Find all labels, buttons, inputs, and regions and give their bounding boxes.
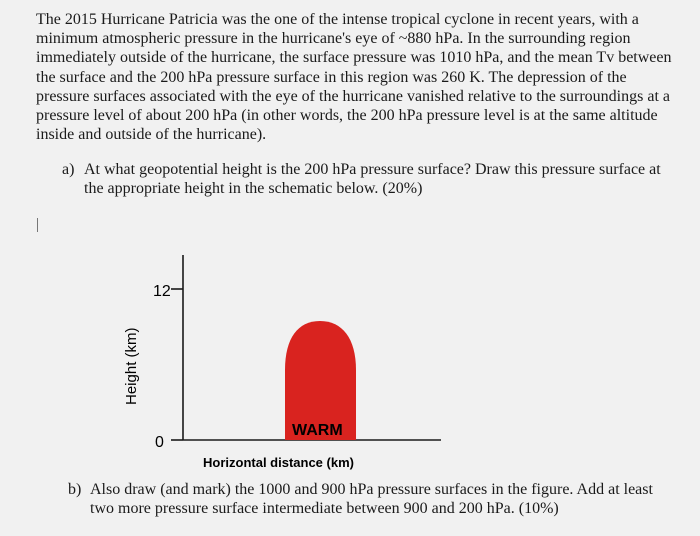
question-a-text: At what geopotential height is the 200 hPa pressure surface? Draw this pressure surface at the appropriate height in the schematic below. (20%) xyxy=(84,161,661,198)
question-b-label: b) xyxy=(68,481,82,498)
y-axis-label: Height (km) xyxy=(123,327,140,405)
question-b xyxy=(68,480,668,518)
question-b-text: Also draw (and mark) the 1000 and 900 hPa pressure surfaces in the figure. Add at least two more pressure surface intermediate between 900 and 200 hPa. (10%) xyxy=(90,481,653,518)
warm-label: WARM xyxy=(292,422,343,439)
y-tick-label-12: 12 xyxy=(153,283,171,300)
problem-intro: The 2015 Hurricane Patricia was the one of the intense tropical cyclone in recent years, with a minimum atmospheric pressure in the hurricane's eye of ~880 hPa. In the surrounding region immediately outside of the hurricane, the surface pressure was 1010 hPa, and the mean Tv between the surface and the 200 hPa pressure surface in this region was 260 K. The depression of the pressure surfaces associated with the eye of the hurricane vanished relative to the surroundings at a pressure level of about 200 hPa (in other words, the 200 hPa pressure level is at the same altitude inside and outside of the hurricane). xyxy=(36,11,672,144)
x-axis-label: Horizontal distance (km) xyxy=(203,455,354,470)
y-tick-label-0: 0 xyxy=(155,434,164,451)
question-a-label: a) xyxy=(62,161,75,178)
